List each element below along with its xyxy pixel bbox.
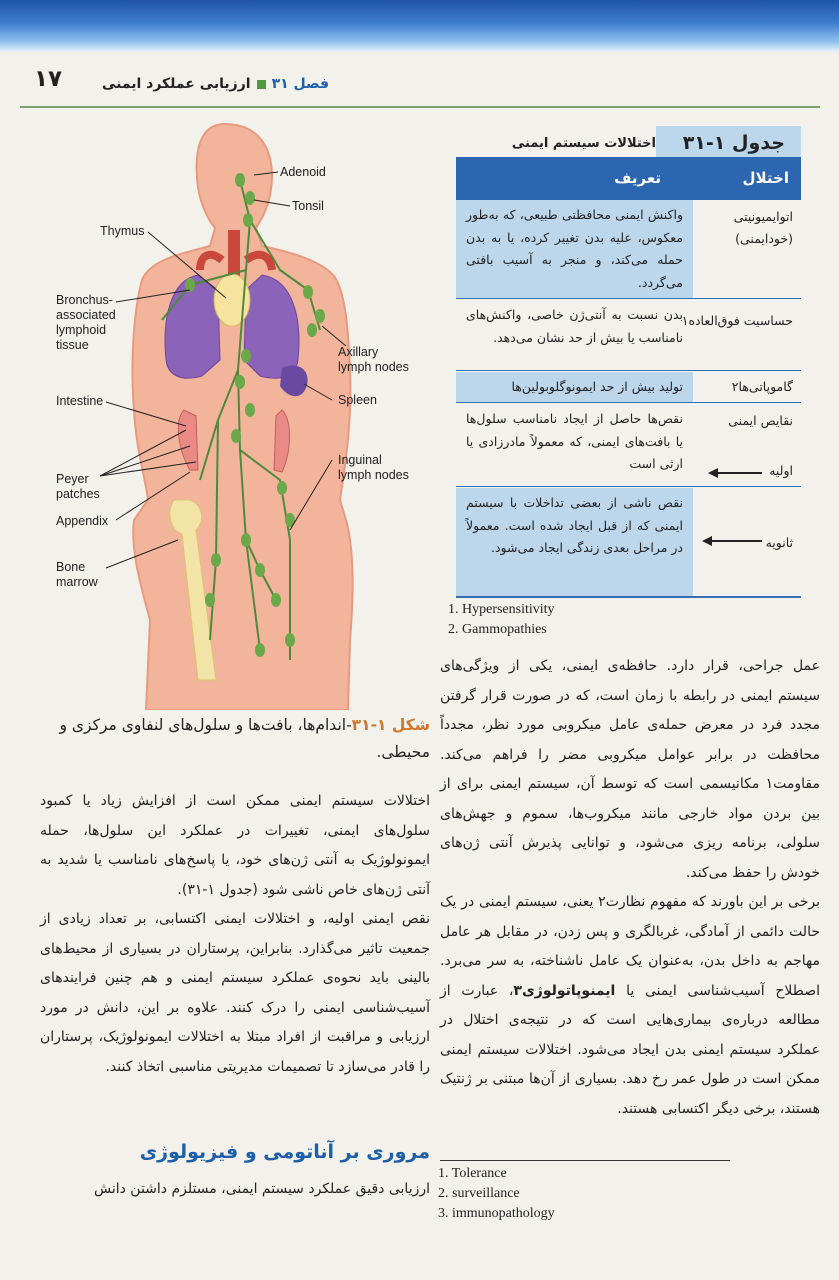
top-banner bbox=[0, 0, 839, 52]
table-row bbox=[456, 488, 801, 598]
footnote: 3. immunopathology bbox=[438, 1206, 555, 1221]
arrow-left-icon bbox=[704, 540, 762, 542]
label-bone-marrow bbox=[56, 560, 98, 590]
label-peyer-line2: patches bbox=[56, 487, 100, 501]
table-definition: نقص ناشی از بعضی تداخلات با سیستم ایمنی که از قبل ایجاد شده است. معمولاً در مراحل بعدی زندگی ایجاد می‌شود. bbox=[456, 488, 693, 596]
table-number-text: جدول ۱-۳۱ bbox=[682, 132, 785, 154]
table-term: نقایص ایمنی bbox=[728, 413, 793, 428]
footnote: 2. surveillance bbox=[438, 1186, 520, 1201]
term-immunopathology: ایمنوپاتولوژی۳ bbox=[513, 982, 616, 999]
label-spleen: Spleen bbox=[338, 393, 377, 407]
label-axillary-line2: lymph nodes bbox=[338, 360, 409, 374]
label-bone-line2: marrow bbox=[56, 575, 98, 589]
label-inguinal-line1: Inguinal bbox=[338, 453, 382, 467]
table-row bbox=[456, 372, 801, 403]
label-bone-line1: Bone bbox=[56, 560, 86, 574]
label-bronchus bbox=[56, 293, 116, 353]
paragraph: اختلالات سیستم ایمنی ممکن است از افزایش زیاد یا کمبود سلول‌های ایمنی، تغییرات در عملکرد این سلول‌ها، حمله ایمونولوژیک به آنتی ژن‌های خود، یا پاسخ‌های نامناسب یا شدید به آنتی ژن‌های خاص ناشی شود (جدول ۱-۳۱). bbox=[40, 793, 430, 898]
figure-caption-text: -اندام‌ها، بافت‌ها و سلول‌های لنفاوی مرکزی و محیطی. bbox=[59, 716, 430, 761]
table-term: حساسیت فوق‌العاده۱ bbox=[681, 313, 793, 328]
label-bronchus-line4: tissue bbox=[56, 338, 89, 352]
footnote: 1. Tolerance bbox=[438, 1166, 507, 1181]
paragraph-part: برخی بر این باورند که مفهوم نظارت۲ یعنی، سیستم ایمنی در یک حالت دائمی از آمادگی، غربالگری و پس زدن، در مقابل هر عامل مهاجم به داخل بدن، به‌عنوان یک عامل ناشناخته، به سر می‌برد. اصطلاح آسیب‌شناسی ایمنی یا bbox=[440, 894, 821, 999]
right-column-text bbox=[440, 652, 820, 1124]
paragraph-part: ، عبارت از مطالعه درباره‌ی بیماری‌هایی است که در نتیجه‌ی اختلال در عملکرد سیستم ایمنی بدن ایجاد می‌شود. اختلالات سیستم ایمنی ممکن است در طول عمر رخ دهد. بسیاری از آن‌ها مبتنی بر ژنتیک هستند، برخی دیگر اکتسابی هستند. bbox=[440, 982, 820, 1117]
table-row bbox=[456, 200, 801, 299]
label-axillary bbox=[338, 345, 409, 375]
table-definition: بدن نسبت به آنتی‌ژن خاصی، واکنش‌های نامناسب یا بیش از حد نشان می‌دهد. bbox=[466, 307, 683, 345]
table-definition: تولید بیش از حد ایمونوگلوبولین‌ها bbox=[456, 372, 693, 402]
figure-number: شکل ۱-۳۱ bbox=[351, 716, 430, 734]
label-bronchus-line3: lymphoid bbox=[56, 323, 107, 337]
table-term: ثانویه bbox=[765, 535, 793, 550]
running-header bbox=[102, 76, 329, 92]
table-term: اتوایمیونیتی (خودایمنی) bbox=[733, 209, 793, 246]
label-peyer bbox=[56, 472, 100, 502]
header-rule bbox=[20, 106, 820, 108]
table-number bbox=[656, 126, 801, 157]
label-tonsil: Tonsil bbox=[292, 199, 324, 213]
page-number: ١٧ bbox=[34, 66, 63, 92]
label-adenoid: Adenoid bbox=[280, 165, 326, 179]
table-header-row bbox=[456, 157, 801, 200]
table-row bbox=[456, 300, 801, 371]
left-column-text bbox=[40, 787, 430, 1082]
table-definition: نقص‌ها حاصل از ایجاد نامناسب سلول‌ها یا بافت‌های ایمنی، که معمولاً مادرزادی یا ارثی است bbox=[466, 411, 683, 471]
table-term: گاموپاتی‌ها۲ bbox=[731, 379, 793, 394]
table-title: اختلالات سیستم ایمنی bbox=[511, 136, 656, 151]
label-axillary-line1: Axillary bbox=[338, 345, 379, 359]
table-footnote: 2. Gammopathies bbox=[448, 622, 547, 637]
table-definition: واکنش ایمنی محافظتی طبیعی، که به‌طور معکوس، علیه بدن تغییر کرده، یا به بدن حمله می‌کند، و منجر به آسیب بافتی می‌گردد. bbox=[456, 200, 693, 298]
label-thymus: Thymus bbox=[100, 224, 145, 238]
table-footnote: 1. Hypersensitivity bbox=[448, 602, 555, 617]
label-inguinal bbox=[338, 453, 409, 483]
square-bullet-icon bbox=[257, 80, 266, 89]
body-illustration bbox=[50, 120, 430, 710]
label-peyer-line1: Peyer bbox=[56, 472, 89, 486]
paragraph: نقص ایمنی اولیه، و اختلالات ایمنی اکتسابی، بر تعداد زیادی از جمعیت تاثیر می‌گذارد. بنابراین، پرستاران در بسیاری از محیط‌های بالینی باید نحوه‌ی عملکرد سیستم ایمنی و هم چنین فرایندهای آسیب‌شناسی ایمنی را درک کنند. علاوه بر این، دانش در مورد ارزیابی و مراقبت از افراد مبتلا به اختلالات ایمونولوژیک، پرستاران را قادر می‌سازد تا تصمیمات مدیریتی مناسبی اتخاذ کنند. bbox=[40, 911, 430, 1075]
paragraph: عمل جراحی، قرار دارد. حافظه‌ی ایمنی، یکی از ویژگی‌های سیستم ایمنی در رابطه با زمان است، که در صورت قرار گرفتن مجدد فرد در معرض حمله‌ی عامل میکروبی مورد نظر، مجدداً محافظت در برابر عوامل میکروبی مضر را فراهم می‌کند. مقاومت۱ مکانیسمی است که توسط آن، سیستم ایمنی برای از بین بردن مواد خارجی مانند میکروب‌ها، سموم و جهش‌های سلولی، برنامه ریزی می‌شود، و توانایی پذیرش آنتی ژن‌های خودش را حفظ می‌کند. bbox=[440, 658, 820, 881]
table-row-primary bbox=[456, 404, 801, 487]
lymphoid-organs-figure bbox=[50, 120, 430, 710]
section-heading: مروری بر آناتومی و فیزیولوژی bbox=[139, 1141, 430, 1163]
chapter-label: فصل ٣١ bbox=[271, 76, 329, 92]
col-definition: تعریف bbox=[614, 169, 661, 187]
paragraph: ارزیابی دقیق عملکرد سیستم ایمنی، مستلزم داشتن دانش bbox=[93, 1181, 430, 1197]
table-term: اولیه bbox=[769, 463, 793, 478]
label-bronchus-line1: Bronchus- bbox=[56, 293, 113, 307]
arrow-left-icon bbox=[710, 472, 762, 474]
chapter-title: ارزیابی عملکرد ایمنی bbox=[101, 76, 251, 92]
paragraph bbox=[440, 888, 820, 1124]
col-disorder: اختلال bbox=[742, 169, 789, 187]
label-bronchus-line2: associated bbox=[56, 308, 116, 322]
footnote-rule bbox=[440, 1160, 730, 1161]
label-appendix: Appendix bbox=[56, 514, 109, 528]
label-intestine: Intestine bbox=[56, 394, 104, 408]
figure-caption bbox=[40, 712, 430, 766]
label-inguinal-line2: lymph nodes bbox=[338, 468, 409, 482]
